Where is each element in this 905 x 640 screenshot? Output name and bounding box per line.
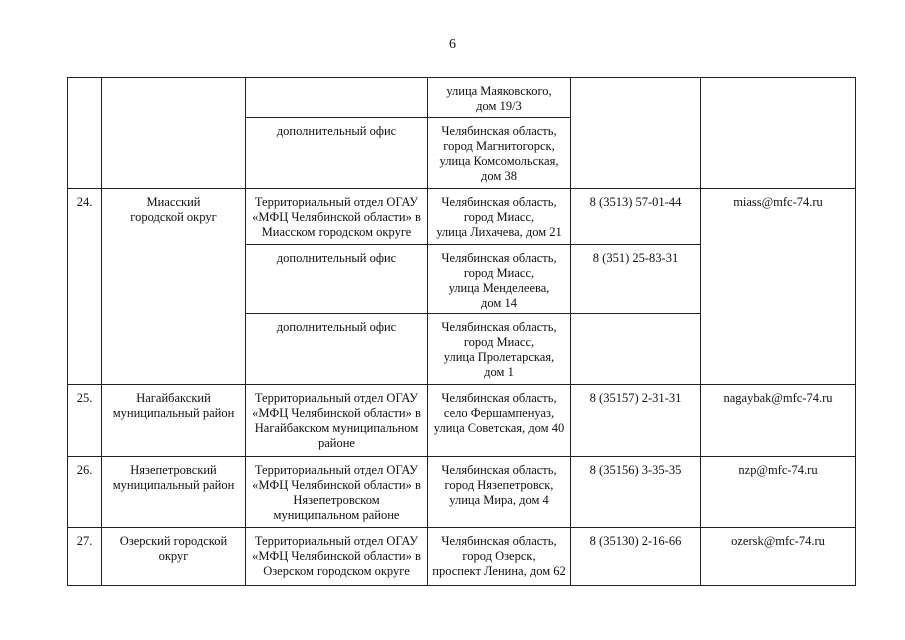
address-cell: Челябинская область, город Озерск, проспект Ленина, дом 62 — [428, 528, 571, 586]
address-cell: улица Маяковского, дом 19/3 — [428, 78, 571, 118]
office-cell: дополнительный офис — [246, 245, 428, 314]
row-number: 27. — [68, 528, 102, 586]
office-cell — [246, 78, 428, 118]
district-cell: Миасский городской округ — [102, 189, 246, 385]
office-cell: Территориальный отдел ОГАУ «МФЦ Челябинской области» в Миасском городском округе — [246, 189, 428, 245]
table-row — [68, 528, 856, 586]
address-cell: Челябинская область, село Фершампенуаз, улица Советская, дом 40 — [428, 385, 571, 457]
office-cell: Территориальный отдел ОГАУ «МФЦ Челябинской области» в Нагайбакском муниципальном районе — [246, 385, 428, 457]
row-number: 26. — [68, 457, 102, 528]
table-row — [68, 385, 856, 457]
table-row — [68, 457, 856, 528]
office-cell: дополнительный офис — [246, 118, 428, 189]
office-cell: Территориальный отдел ОГАУ «МФЦ Челябинской области» в Озерском городском округе — [246, 528, 428, 586]
table-row — [68, 78, 856, 118]
office-cell: Территориальный отдел ОГАУ «МФЦ Челябинской области» в Нязепетровском муниципальном районе — [246, 457, 428, 528]
address-cell: Челябинская область, город Магнитогорск, улица Комсомольская, дом 38 — [428, 118, 571, 189]
phone-cell — [571, 78, 701, 189]
number-cell — [68, 78, 102, 189]
row-number: 25. — [68, 385, 102, 457]
phone-cell: 8 (35157) 2-31-31 — [571, 385, 701, 457]
phone-cell: 8 (35156) 3-35-35 — [571, 457, 701, 528]
email-cell: ozersk@mfc-74.ru — [701, 528, 856, 586]
email-cell: miass@mfc-74.ru — [701, 189, 856, 385]
phone-cell: 8 (35130) 2-16-66 — [571, 528, 701, 586]
phone-cell: 8 (351) 25-83-31 — [571, 245, 701, 314]
address-cell: Челябинская область, город Миасс, улица Лихачева, дом 21 — [428, 189, 571, 245]
district-cell: Озерский городской округ — [102, 528, 246, 586]
district-cell: Нагайбакский муниципальный район — [102, 385, 246, 457]
office-cell: дополнительный офис — [246, 314, 428, 385]
district-cell: Нязепетровский муниципальный район — [102, 457, 246, 528]
address-cell: Челябинская область, город Миасс, улица Пролетарская, дом 1 — [428, 314, 571, 385]
email-cell: nzp@mfc-74.ru — [701, 457, 856, 528]
address-cell: Челябинская область, город Миасс, улица Менделеева, дом 14 — [428, 245, 571, 314]
row-number: 24. — [68, 189, 102, 385]
email-cell — [701, 78, 856, 189]
mfc-offices-table — [67, 77, 856, 586]
phone-cell — [571, 314, 701, 385]
address-cell: Челябинская область, город Нязепетровск, улица Мира, дом 4 — [428, 457, 571, 528]
district-cell — [102, 78, 246, 189]
email-cell: nagaybak@mfc-74.ru — [701, 385, 856, 457]
table-row — [68, 189, 856, 245]
phone-cell: 8 (3513) 57-01-44 — [571, 189, 701, 245]
page-number: 6 — [449, 37, 456, 52]
